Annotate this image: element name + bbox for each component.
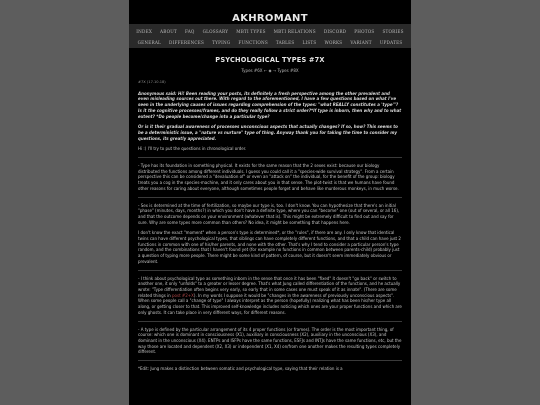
nav-item-variant[interactable]: VARIANT (350, 39, 372, 45)
nav-item-mbti-relations[interactable]: MBTI RELATIONS (273, 28, 316, 34)
divider (138, 270, 402, 271)
page-container (129, 0, 411, 405)
nav-item-glossary[interactable]: GLOSSARY (202, 28, 229, 34)
nav-item-lists[interactable]: LISTS (302, 39, 317, 45)
nav-item-functions[interactable]: FUNCTIONS (238, 39, 268, 45)
nav-item-faq[interactable]: FAQ (184, 28, 195, 34)
nav-item-tables[interactable]: TABLES (275, 39, 295, 45)
divider (138, 360, 402, 361)
main-nav (129, 24, 411, 48)
bottom-fade (129, 399, 411, 405)
answer-text: - I think about psychological type as something inborn in the sense that once it has been "fixed" it doesn't "go back" or switch to another one, it only "unfolds" to a greater or lesser degree. That's what Jung called differentiation of the functions, and he actually wrote: "Type differentiation often begins very early, so early that in some cases one must speak of it as innate". (There are some related things in (138, 275, 401, 298)
answer-paragraph: - A type is defined by the particular arrangement of its 4 proper functions (or frames). The order is the most important thing, of course: which one is dominant in consciousness (X1), auxiliary in consciousness (X2), auxiliary in the unconscious (X3), and dominant in the unconscious (X4). ENTPs and ISFPs have the same functions, ESFJs and INTJs have the same functions, etc, but the way those are located and dependent (X2, X3) or independent (X1, X4) on/from one another makes the resulting types completely different. (138, 326, 402, 355)
nav-item-mbti-types[interactable]: MBTI TYPES (236, 28, 266, 34)
reader-question-continued: Or is it their gradual awareness of processes unconscious aspects that actually changes? If so, how? This seems to be a deterministic issue, a "nature vs nurture" type of thing. Anyway thank you for taking the time to consider my questions, its greatly appreciated. (138, 124, 398, 141)
post-meta: #7X (17.10.18) (138, 80, 166, 84)
divider (138, 197, 402, 198)
next-post-link[interactable]: Types #8X (277, 68, 299, 73)
prev-post-link[interactable]: Types #6X (241, 68, 263, 73)
post-title: PSYCHOLOGICAL TYPES #7X (215, 56, 325, 64)
nav-item-about[interactable]: ABOUT (160, 28, 177, 34)
site-title[interactable]: AKHROMANT (232, 13, 308, 24)
nav-item-general[interactable]: GENERAL (137, 39, 162, 45)
nav-item-differences[interactable]: DIFFERENCES (169, 39, 205, 45)
answer-paragraph: *Edit: Jung makes a distinction between somatic and psychological type, saying that their relation is a (138, 366, 343, 372)
answer-paragraph: - Sex is determined at the time of fertilization, so maybe our type is, too. I don't know. You can hypothesize that there's an initial "phase" (minutes, days, months?) in which you don't have a definite type, where you can "become" one (out of several, or all 16), and that the outcome depends on your environment (whatever that is). This might be extremely difficult to find out and say for sure. Why are some types more common than others? No idea, it might be something that happens here. (138, 202, 400, 225)
nav-item-index[interactable]: INDEX (136, 28, 153, 34)
nav-item-discord[interactable]: DISCORD (323, 28, 347, 34)
nav-row-2 (133, 37, 407, 48)
answer-greeting: Hi :) I'll try to put the questions in chronological order. (138, 146, 247, 152)
inline-post-link[interactable]: post #2+X (172, 292, 194, 298)
answer-paragraph: I don't know the exact "moment" when a person's type is determined*, or the "rules", if there are any. I only know that identical twins can have different psychological types, that siblings can have completely different functions, and that a child can have just 2 functions in common with one of his/her parents, and none with the other. That's why I tend to consider a particular person's type random, and the combinations that I haven't found yet (for example no functions in common between parents-child) probably just a question of typing more people. There might be some kind of pattern, of course, but it doesn't seem immediately obvious or prevalent. (138, 230, 401, 264)
nav-item-works[interactable]: WORKS (324, 39, 343, 45)
nav-item-stories[interactable]: STORIES (382, 28, 404, 34)
nav-row-1 (133, 26, 407, 37)
nav-item-photos[interactable]: PHOTOS (354, 28, 375, 34)
pager-separator: ← ◆ → (263, 68, 277, 73)
post-body (129, 73, 411, 372)
nav-item-updates[interactable]: UPDATES (379, 39, 403, 45)
divider (138, 321, 402, 322)
divider (138, 157, 402, 158)
site-header (129, 6, 411, 22)
answer-paragraph: - Type has its foundation in something physical. It exists for the same reason that the 2 sexes exist: because our biology distributed the functions among different individuals. I guess you could call it a "species-wide survival strategy". From a certain perspective this can be considered a "devaluation of" or even an "attack on" the individual, for the benefit of the group: biology treats you a cog in the species-machine, and it only cares about you in that sense. The plot-twist is that we humans have found other reasons for caring about everyone, although sometimes people forget and behave like murderous monkeys, in much worse. (138, 163, 399, 191)
nav-item-typing[interactable]: TYPING (212, 39, 231, 45)
answer-text: ). In my words I suppose it would be "changes in the awareness of previously unconscious aspects". When some people call a "change of type" I always interpret as the person (hopefully) realizing what has been his/her type all along, or getting closer to that. This improved self-knowledge includes noticing which ones are your proper functions and which are only ghosts. It can take place in very different ways, for different reasons. (138, 292, 402, 315)
reader-question: Anonymous said: Hi! Been reading your posts, its definitely a fresh perspective among the other prevalent and even misleading sources out there. With regard to the aforementioned, I have a few questions based on what I've seen in the underlying causes of issues regarding comprehension of the types: "what REALLY constitutes a 'type'"? Is it the cognitive processes/frames, and do they really follow a strict order?*If type is inborn, then why and to what extent? *Do people become/change into a particular type? (138, 90, 402, 119)
answer-paragraph (138, 276, 402, 316)
